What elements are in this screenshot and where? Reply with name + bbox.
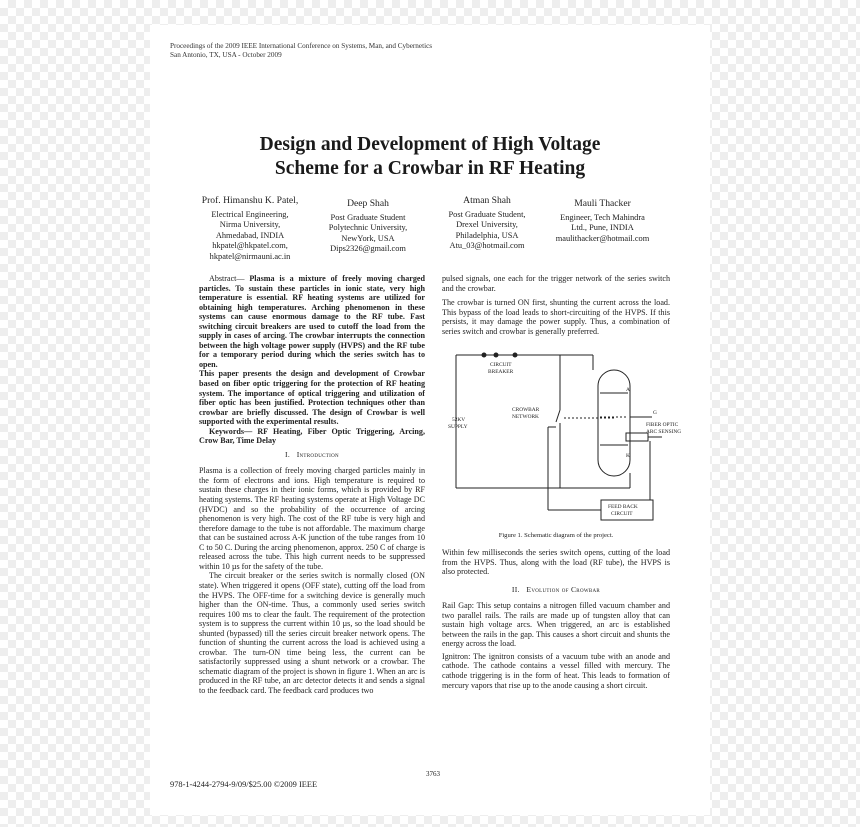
label-arc-sensing: ARC SENSING	[646, 429, 682, 435]
author-name: Deep Shah	[347, 198, 389, 209]
author-block	[190, 196, 310, 263]
ignitron-paragraph: Ignitron: The ignitron consists of a vacuum tube with an anode and cathode. The cathode contains a vessel filled with mercury. The cathode triggering is in the form of heat. This leads to formation of mercury vapors that rise up to the anode causing a short circuit.	[442, 651, 670, 690]
right-paragraph-2: The crowbar is turned ON first, shunting the current across the load. This bypass of the load leads to short-circuiting of the HVPS. If this persists, it may damage the power supply. Thus, a combination of series switch and crowbar is generally preferred.	[442, 298, 670, 336]
section-heading-evolution	[442, 585, 670, 595]
author-email: hkpatel@nirmauni.ac.in	[209, 251, 291, 261]
label-anode: A	[626, 387, 630, 393]
right-column-bottom	[442, 548, 670, 690]
author-affil: Polytechnic University,	[328, 223, 408, 233]
author-name: Prof. Himanshu K. Patel,	[201, 195, 299, 206]
intro-paragraph-2: The circuit breaker or the series switch is normally closed (ON state). When triggered it opens (OFF state), cutting off the load from the HVPS. The OFF-time for a switching device is generally much higher than the ON-time. Thus, a commonly used series switch requires 100 ms to clear the fault. The requirement of the protection system is to suppress the current within 10 µs, so the load should be shunted (bypassed) till the series circuit breaker network opens. The function of shunting the current across the load is achieved using a crowbar. The turn-ON time being less, the current can be satisfactorily suppressed using a shunt network or a crowbar. The schematic diagram of the project is shown in figure 1. When an arc is produced in the RF tube, an arc detector detects it and sends a signal to the feedback card. The feedback card produces two	[199, 571, 425, 695]
label-supply: SUPPLY	[448, 424, 468, 430]
label-fiber-optic: FIBER OPTIC	[646, 422, 679, 428]
schematic-figure	[440, 345, 682, 530]
author-name: Atman Shah	[463, 195, 511, 206]
proceedings-header	[170, 42, 432, 60]
keywords-text: RF Heating, Fiber Optic Triggering, Arcing, Crow Bar, Time Delay	[199, 426, 425, 446]
right-paragraph-1: pulsed signals, one each for the trigger network of the series switch and the crowbar.	[442, 274, 670, 293]
author-affil: Nirma University,	[219, 220, 281, 230]
label-feedback: FEED BACK	[608, 504, 638, 510]
label-crowbar: CROWBAR	[512, 407, 540, 413]
paper-title	[200, 133, 660, 181]
label-circuit-fb: CIRCUIT	[611, 511, 633, 517]
abstract-lead: Abstract—	[209, 274, 250, 283]
right-column-top	[442, 274, 670, 336]
author-email: Atu_03@hotmail.com	[449, 241, 525, 251]
section-title: Introduction	[296, 449, 339, 459]
title-line-1: Design and Development of High Voltage	[259, 134, 601, 155]
intro-paragraph-1: Plasma is a collection of freely moving charged particles mainly in the form of electrons and ions. High temperature is required to sustain these charges in their ionic forms, which is provided by RF heating systems. The RF heating systems operate at High Voltage DC (HVDC) and so the probability of the occurrence of arcing phenomenon is very high. The cost of the RF tube is very high and therefore damage to the tube is not affordable. The maximum charge that can be sustained across A-K junction of the tube ranges from 10 C to 50 C. During the arcing phenomenon, approx. 250 C of charge is released across the tube. This high current needs to be suppressed within 10 µs for the safety of the tube.	[199, 466, 425, 571]
author-email: hkpatel@hkpatel.com,	[212, 241, 288, 251]
title-line-2: Scheme for a Crowbar in RF Heating	[274, 158, 586, 179]
keywords	[199, 427, 425, 446]
label-cathode: K	[626, 453, 630, 459]
author-affil: Drexel University,	[456, 220, 518, 230]
author-block	[545, 199, 660, 244]
left-column	[199, 274, 425, 696]
author-affil: Ahmedabad, INDIA	[215, 230, 285, 240]
author-name: Mauli Thacker	[574, 198, 631, 209]
page-number: 3763	[426, 770, 440, 778]
section-number: II.	[511, 584, 520, 594]
keywords-lead: Keywords—	[209, 426, 258, 436]
right-paragraph-3: Within few milliseconds the series switch opens, cutting of the load from the HVPS. Thus, along with the load (RF tube), the HVPS is also protected.	[442, 548, 670, 577]
author-affil: Philadelphia, USA	[455, 230, 519, 240]
abstract	[199, 274, 425, 369]
author-affil: NewYork, USA	[341, 233, 395, 243]
label-network: NETWORK	[512, 414, 539, 420]
label-breaker: BREAKER	[488, 369, 514, 375]
author-affil: Engineer, Tech Mahindra	[560, 212, 645, 222]
section-title: Evolution of Crowbar	[526, 584, 601, 594]
abstract-paragraph-2	[199, 369, 425, 426]
section-number: I.	[285, 449, 291, 459]
author-affil: Ltd., Pune, INDIA	[571, 223, 634, 233]
section-heading-intro	[199, 450, 425, 460]
abstract-text: Plasma is a mixture of freely moving charged particles. To sustain these particles in ionic state, very high temperature is essential. RF heating systems are utilized for obtaining high temperatures. Arching phenomenon in these systems can cause enormous damage to the RF tube. Fast switching circuit breakers are used to cutoff the load from the supply in cases of arcing. The crowbar interrupts the connection between the high voltage power supply (HVPS) and the RF tube for a temporary period during which the series switch has to open.	[199, 274, 425, 369]
author-affil: Electrical Engineering,	[211, 209, 289, 219]
author-block	[313, 199, 423, 255]
abstract-text-2: This paper presents the design and development of Crowbar based on fiber optic triggering for the protection of RF heating system. The importance of optical triggering and utilization of fiber optic has been justified. Protection techniques other than crowbar are briefly discussed. The design of Crowbar is well supported with the experimental results.	[199, 369, 425, 427]
author-affil: Post Graduate Student,	[448, 209, 526, 219]
proceedings-line-2: San Antonio, TX, USA - October 2009	[170, 51, 282, 59]
label-52kv: 52KV	[452, 417, 466, 423]
author-email: maulithacker@hotmail.com	[555, 233, 650, 243]
proceedings-line-1: Proceedings of the 2009 IEEE International Conference on Systems, Man, and Cybernetics	[170, 42, 433, 50]
author-affil: Post Graduate Student	[330, 212, 406, 222]
label-circuit: CIRCUIT	[490, 362, 512, 368]
figure-caption: Figure 1. Schematic diagram of the project.	[498, 532, 614, 539]
rail-gap-paragraph: Rail Gap: This setup contains a nitrogen filled vacuum chamber and two parallel rails. The rails are made up of tungsten alloy that can sustain high voltage arcs. When triggered, an arc is established between the rails in the gap. This causes a short circuit and shunts the energy across the load.	[442, 601, 670, 649]
label-gate: G	[653, 410, 657, 416]
author-block	[432, 196, 542, 252]
isbn-footer: 978-1-4244-2794-9/09/$25.00 ©2009 IEEE	[170, 780, 318, 789]
author-email: Dips2326@gmail.com	[330, 244, 406, 254]
